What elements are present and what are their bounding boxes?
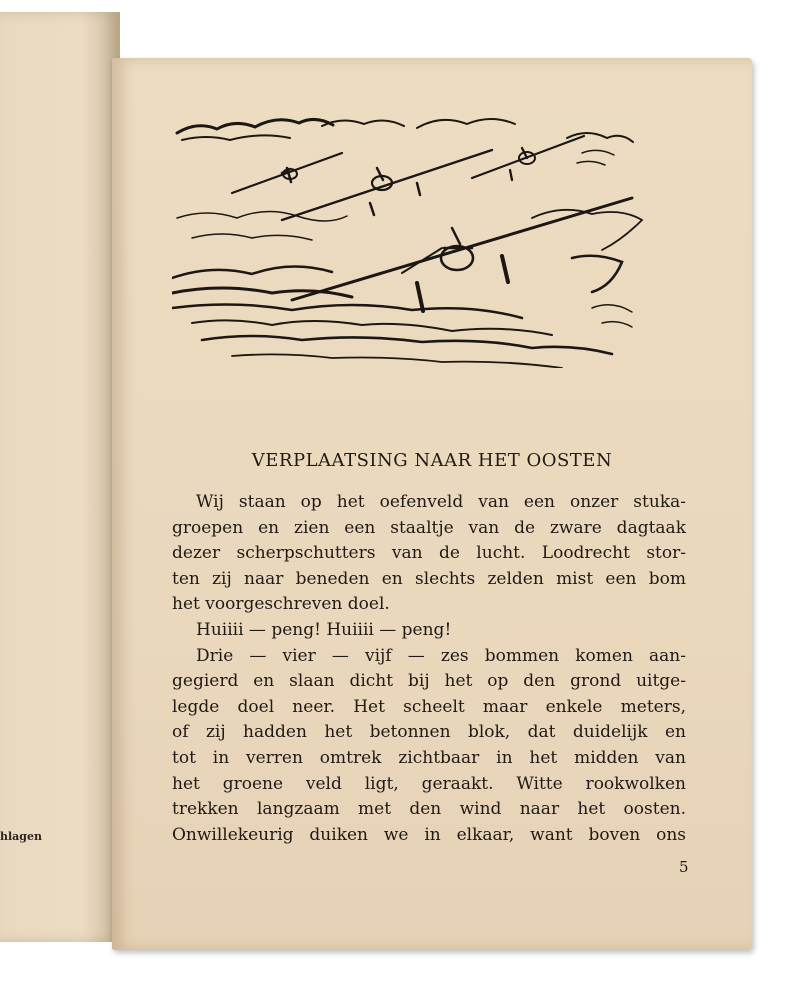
dive-bombers-illustration-icon bbox=[172, 108, 652, 368]
body-text bbox=[172, 490, 686, 848]
open-book bbox=[0, 12, 770, 947]
body-line: trekken langzaam met den wind naar het oosten. bbox=[172, 799, 686, 820]
body-line: Huiiii — peng! Huiiii — peng! bbox=[196, 619, 452, 640]
left-page-text-fragment: hlagen bbox=[0, 830, 42, 843]
body-line: Onwillekeurig duiken we in elkaar, want boven ons bbox=[172, 824, 686, 845]
body-line: Drie — vier — vijf — zes bommen komen aan- bbox=[196, 645, 686, 666]
body-line: groepen en zien een staaltje van de zware dagtaak bbox=[172, 517, 686, 538]
right-page bbox=[112, 58, 752, 950]
body-line: het voorgeschreven doel. bbox=[172, 594, 390, 615]
body-line: legde doel neer. Het scheelt maar enkele meters, bbox=[172, 696, 686, 717]
body-line: dezer scherpschutters van de lucht. Loodrecht stor- bbox=[172, 543, 686, 564]
page-number: 5 bbox=[679, 858, 689, 876]
body-line: gegierd en slaan dicht bij het op den grond uitge- bbox=[172, 671, 686, 692]
body-line: tot in verren omtrek zichtbaar in het midden van bbox=[172, 747, 686, 768]
body-line: Wij staan op het oefenveld van een onzer stuka- bbox=[196, 492, 686, 512]
left-page bbox=[0, 12, 120, 942]
chapter-title: VERPLAATSING NAAR HET OOSTEN bbox=[251, 450, 613, 471]
body-line: ten zij naar beneden en slechts zelden mist een bom bbox=[172, 568, 686, 589]
body-line: of zij hadden het betonnen blok, dat duidelijk en bbox=[172, 722, 686, 743]
body-line: het groene veld ligt, geraakt. Witte rookwolken bbox=[172, 773, 686, 794]
